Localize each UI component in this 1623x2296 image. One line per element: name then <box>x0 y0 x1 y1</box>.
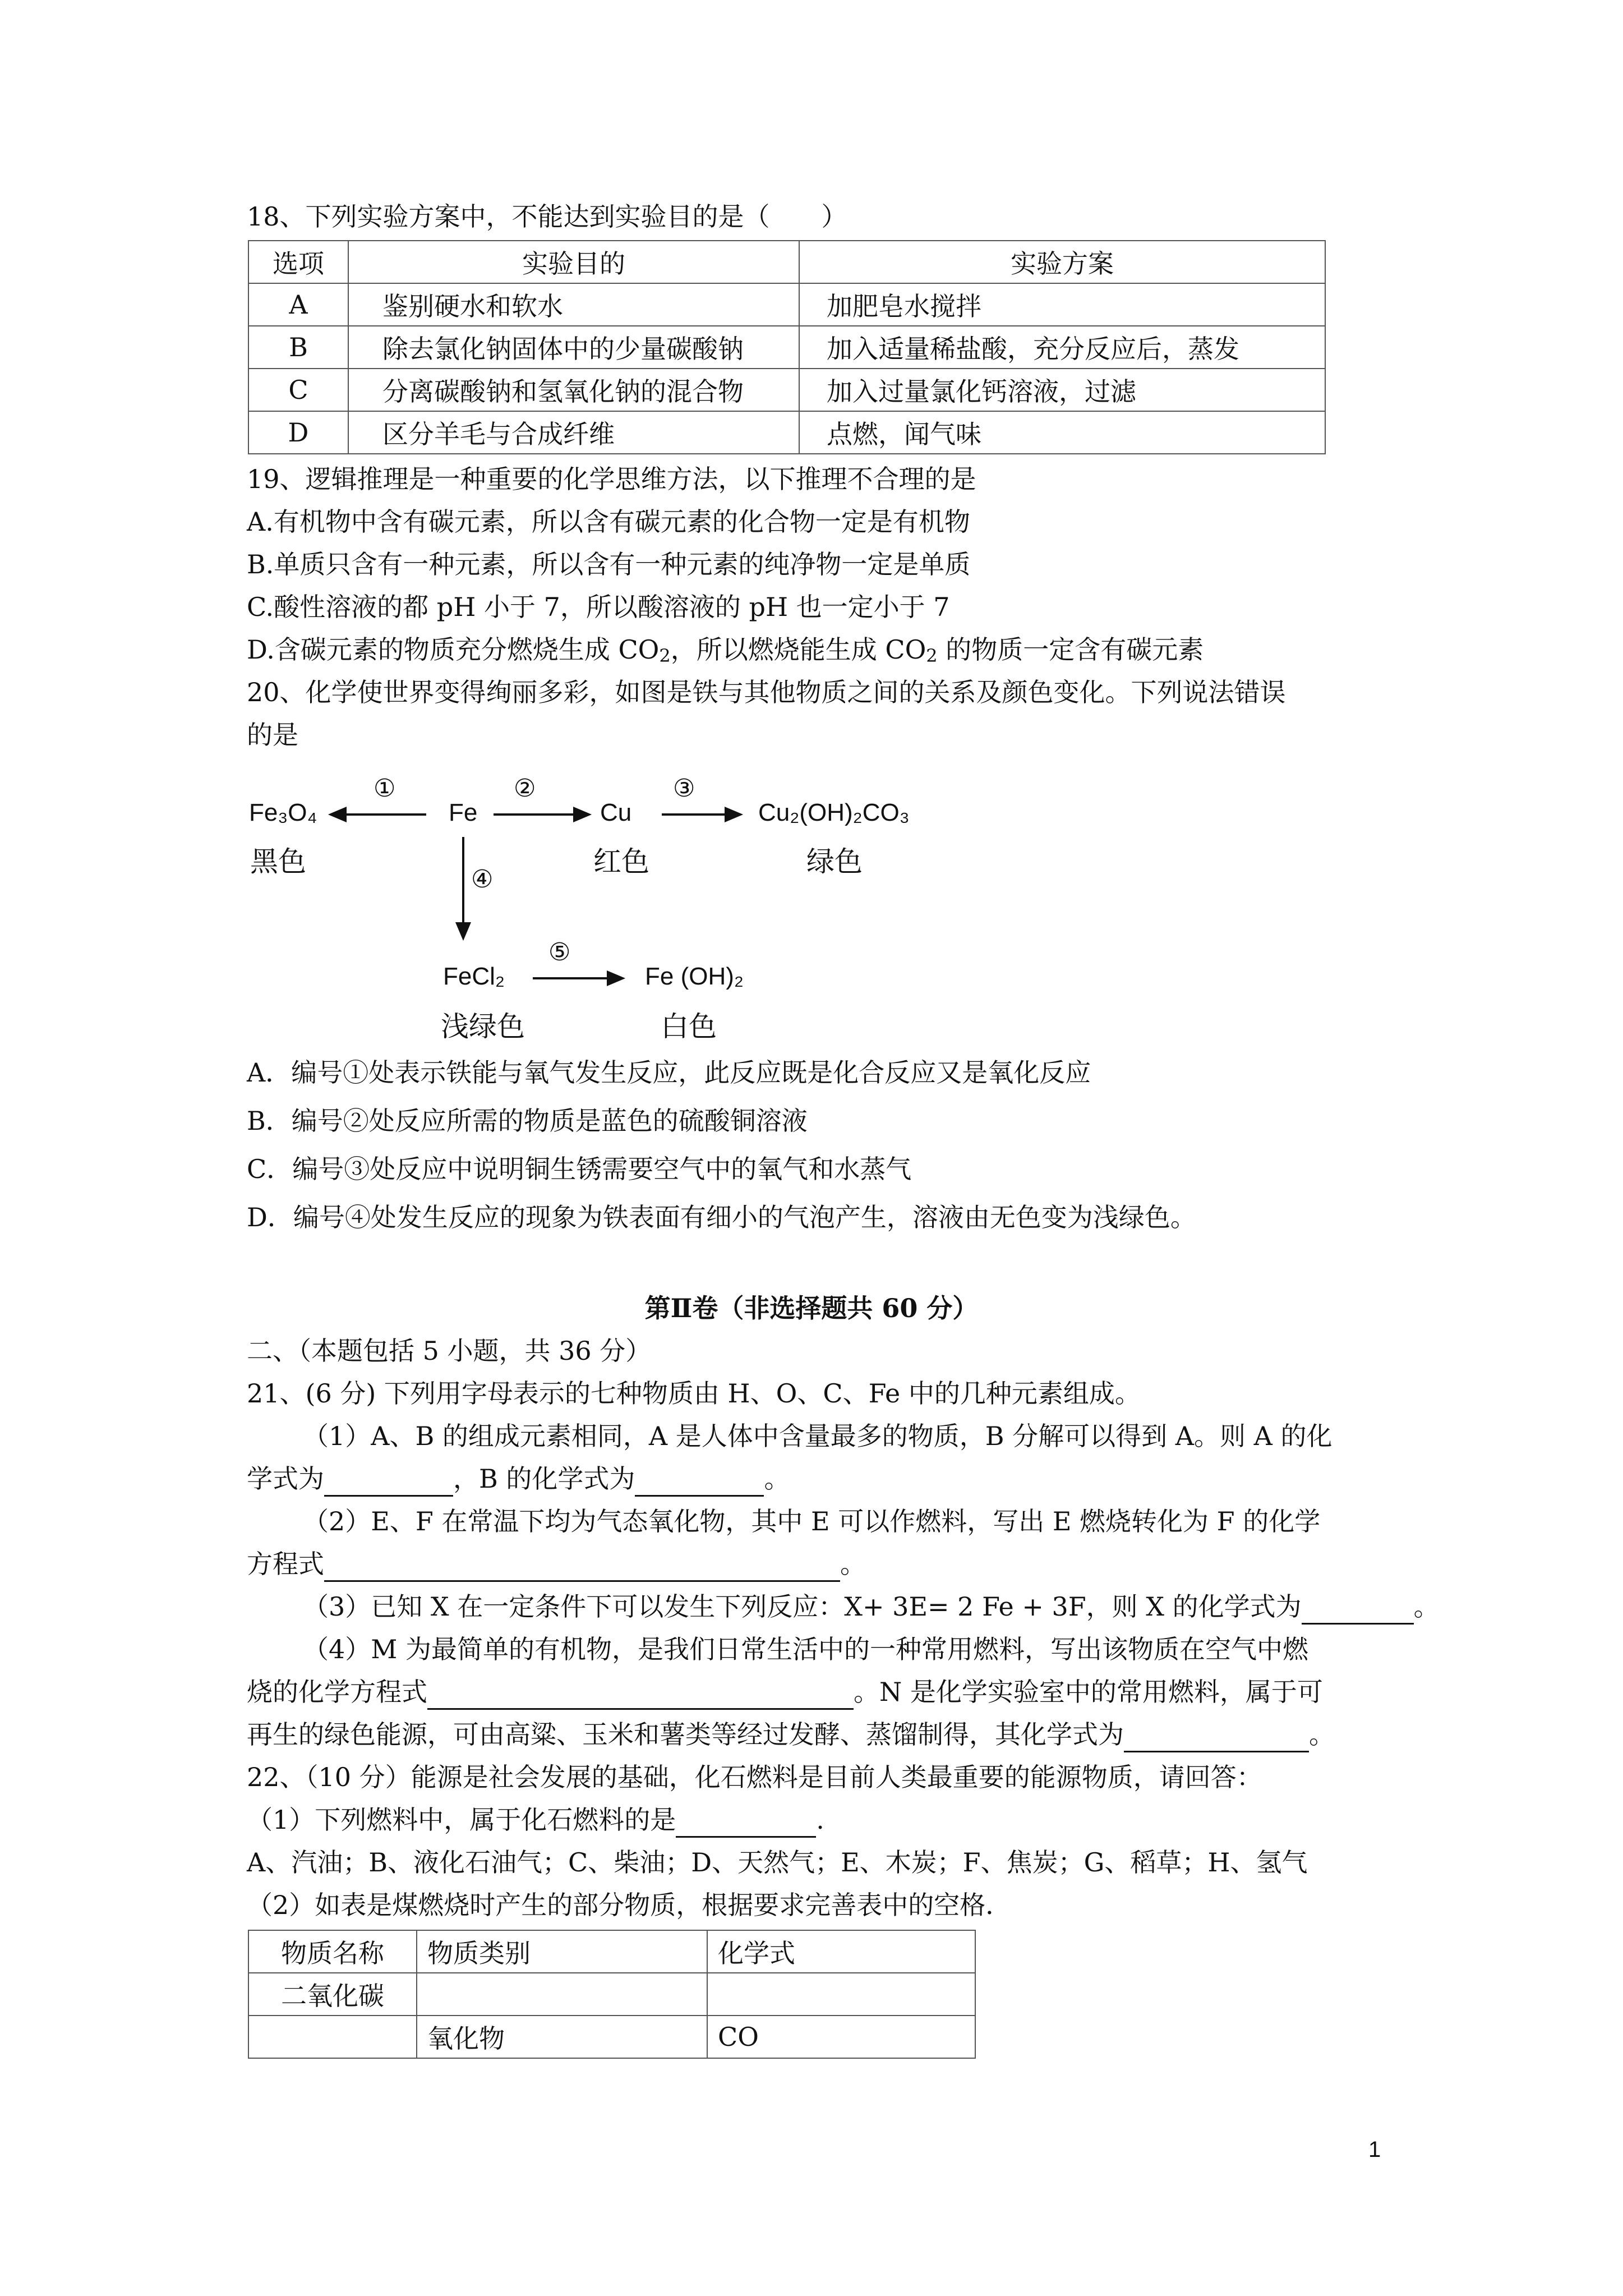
table-cell: 加入过量氯化钙溶液，过滤 <box>799 369 1325 411</box>
q21-part4-line1: （4）M 为最简单的有机物，是我们日常生活中的一种常用燃料，写出该物质在空气中燃 <box>303 1634 1308 1664</box>
cu-label: Cu <box>600 799 632 826</box>
feoh2-color: 白色 <box>661 1010 717 1043</box>
fe-label: Fe <box>449 799 478 826</box>
answer-blank[interactable] <box>1302 1595 1414 1625</box>
q20-stem-line2: 的是 <box>247 720 298 750</box>
fe3o4-label: Fe₃O₄ <box>249 799 317 826</box>
q22-part2: （2）如表是煤燃烧时产生的部分物质，根据要求完善表中的空格． <box>247 1890 1012 1920</box>
fecl2-color: 浅绿色 <box>441 1010 525 1043</box>
q21-stem: 21、(6 分) 下列用字母表示的七种物质由 H、O、C、Fe 中的几种元素组成。 <box>247 1378 1141 1409</box>
table-header: 化学式 <box>707 1930 975 1973</box>
text-segment: 。N 是化学实验室中的常用燃料，属于可 <box>854 1677 1323 1707</box>
table-row <box>248 2016 975 2058</box>
q21-part1-line2 <box>247 1461 790 1497</box>
arrow-3-head <box>726 808 740 821</box>
text-segment: . <box>816 1805 824 1835</box>
q21-part3 <box>303 1589 1440 1625</box>
table-cell: 鉴别硬水和软水 <box>348 283 799 326</box>
table-cell: 分离碳酸钠和氢氧化钠的混合物 <box>348 369 799 411</box>
table-cell: 加入适量稀盐酸，充分反应后，蒸发 <box>799 326 1325 369</box>
arrow-1-head <box>331 808 345 821</box>
table-cell-blank[interactable] <box>707 1973 975 2016</box>
q22-table <box>248 1930 976 2059</box>
q22-part1 <box>247 1802 824 1838</box>
text-segment: （3）已知 X 在一定条件下可以发生下列反应：X+ 3E= 2 Fe + 3F，则 X 的化学式为 <box>303 1591 1302 1622</box>
answer-blank[interactable] <box>635 1467 764 1497</box>
text-segment: ，B 的化学式为 <box>453 1464 635 1494</box>
step-1-label: ① <box>374 775 396 802</box>
q20-option-b: B．编号②处反应所需的物质是蓝色的硫酸铜溶液 <box>247 1106 808 1136</box>
q22-fuel-options: A、汽油；B、液化石油气；C、柴油；D、天然气；E、木炭；F、焦炭；G、稻草；H、氢气 <box>247 1847 1308 1878</box>
arrow-2-head <box>574 808 589 821</box>
table-header: 实验目的 <box>348 241 799 283</box>
text-segment: 再生的绿色能源，可由高粱、玉米和薯类等经过发酵、蒸馏制得，其化学式为 <box>247 1719 1124 1750</box>
q21-part2-line2 <box>247 1546 866 1582</box>
table-header: 选项 <box>248 241 348 283</box>
q20-option-d: D．编号④处发生反应的现象为铁表面有细小的气泡产生，溶液由无色变为浅绿色。 <box>247 1202 1196 1232</box>
q21-part4-line3 <box>247 1717 1335 1752</box>
text-segment: 。 <box>1413 1591 1440 1622</box>
arrow-4-head <box>457 923 469 938</box>
answer-blank[interactable] <box>324 1552 840 1582</box>
q18-stem: 18、下列实验方案中，不能达到实验目的是（ ） <box>247 201 847 232</box>
table-header-row <box>248 1930 975 1973</box>
q21-part1-line1: （1）A、B 的组成元素相同，A 是人体中含量最多的物质，B 分解可以得到 A。则 A 的化 <box>303 1421 1332 1451</box>
table-cell: 二氧化碳 <box>248 1973 417 2016</box>
q19-d-part2: ，所以燃烧能生成 CO <box>670 634 926 665</box>
text-segment: 。 <box>840 1549 866 1579</box>
table-cell: C <box>248 369 348 411</box>
q19-stem: 19、逻辑推理是一种重要的化学思维方法，以下推理不合理的是 <box>247 464 976 494</box>
cu2oh2co3-color: 绿色 <box>806 845 863 878</box>
table-cell-blank[interactable] <box>248 2016 417 2058</box>
step-5-label: ⑤ <box>548 938 571 966</box>
text-segment: 。 <box>764 1464 790 1494</box>
table-cell: CO <box>707 2016 975 2058</box>
table-row <box>248 1973 975 2016</box>
answer-blank[interactable] <box>324 1467 453 1497</box>
subscript: 2 <box>926 645 938 666</box>
q20-stem-line1: 20、化学使世界变得绚丽多彩，如图是铁与其他物质之间的关系及颜色变化。下列说法错误 <box>247 677 1286 707</box>
q19-option-c: C.酸性溶液的都 pH 小于 7，所以酸溶液的 pH 也一定小于 7 <box>247 592 950 622</box>
q21-part2-line1: （2）E、F 在常温下均为气态氧化物，其中 E 可以作燃料，写出 E 燃烧转化为 F 的化学 <box>303 1506 1321 1536</box>
table-cell: 氧化物 <box>417 2016 707 2058</box>
q20-option-a: A．编号①处表示铁能与氧气发生反应，此反应既是化合反应又是氧化反应 <box>247 1057 1091 1088</box>
step-4-label: ④ <box>471 866 494 893</box>
table-cell: A <box>248 283 348 326</box>
text-segment: 学式为 <box>247 1464 324 1494</box>
feoh2-label: Fe (OH)₂ <box>645 963 744 990</box>
table-cell: B <box>248 326 348 369</box>
table-cell: 区分羊毛与合成纤维 <box>348 411 799 454</box>
q19-option-a: A.有机物中含有碳元素，所以含有碳元素的化合物一定是有机物 <box>247 507 970 537</box>
table-cell-blank[interactable] <box>417 1973 707 2016</box>
table-cell: 加肥皂水搅拌 <box>799 283 1325 326</box>
fe3o4-color: 黑色 <box>250 845 306 878</box>
part2-title: 第Ⅱ卷（非选择题共 60 分） <box>644 1293 979 1323</box>
step-3-label: ③ <box>673 775 695 802</box>
answer-blank[interactable] <box>676 1808 816 1838</box>
fecl2-label: FeCl₂ <box>443 963 505 990</box>
page-number: 1 <box>1368 2137 1381 2162</box>
q19-d-part3: 的物质一定含有碳元素 <box>937 634 1204 665</box>
text-segment: （1）下列燃料中，属于化石燃料的是 <box>247 1805 676 1835</box>
q21-part4-line2 <box>247 1674 1323 1710</box>
cu2oh2co3-label: Cu₂(OH)₂CO₃ <box>758 799 910 826</box>
table-header: 实验方案 <box>799 241 1325 283</box>
text-segment: 烧的化学方程式 <box>247 1677 427 1707</box>
table-cell: D <box>248 411 348 454</box>
cu-color: 红色 <box>593 845 649 878</box>
q20-option-c: C．编号③处反应中说明铜生锈需要空气中的氧气和水蒸气 <box>247 1154 912 1184</box>
arrow-5-head <box>608 972 623 984</box>
q19-d-part1: D.含碳元素的物质充分燃烧生成 CO <box>247 634 660 665</box>
section-heading: 二、（本题包括 5 小题，共 36 分） <box>247 1336 652 1366</box>
answer-blank[interactable] <box>1124 1723 1309 1752</box>
table-cell: 点燃，闻气味 <box>799 411 1325 454</box>
text-segment: 。 <box>1309 1719 1335 1750</box>
text-segment: 方程式 <box>247 1549 324 1579</box>
table-header: 物质名称 <box>248 1930 417 1973</box>
answer-blank[interactable] <box>427 1680 854 1710</box>
table-cell: 除去氯化钠固体中的少量碳酸钠 <box>348 326 799 369</box>
q19-option-b: B.单质只含有一种元素，所以含有一种元素的纯净物一定是单质 <box>247 549 971 579</box>
subscript: 2 <box>659 645 671 666</box>
step-2-label: ② <box>514 775 536 802</box>
table-header: 物质类别 <box>417 1930 707 1973</box>
q22-stem: 22、（10 分）能源是社会发展的基础，化石燃料是目前人类最重要的能源物质，请回答： <box>247 1762 1262 1792</box>
